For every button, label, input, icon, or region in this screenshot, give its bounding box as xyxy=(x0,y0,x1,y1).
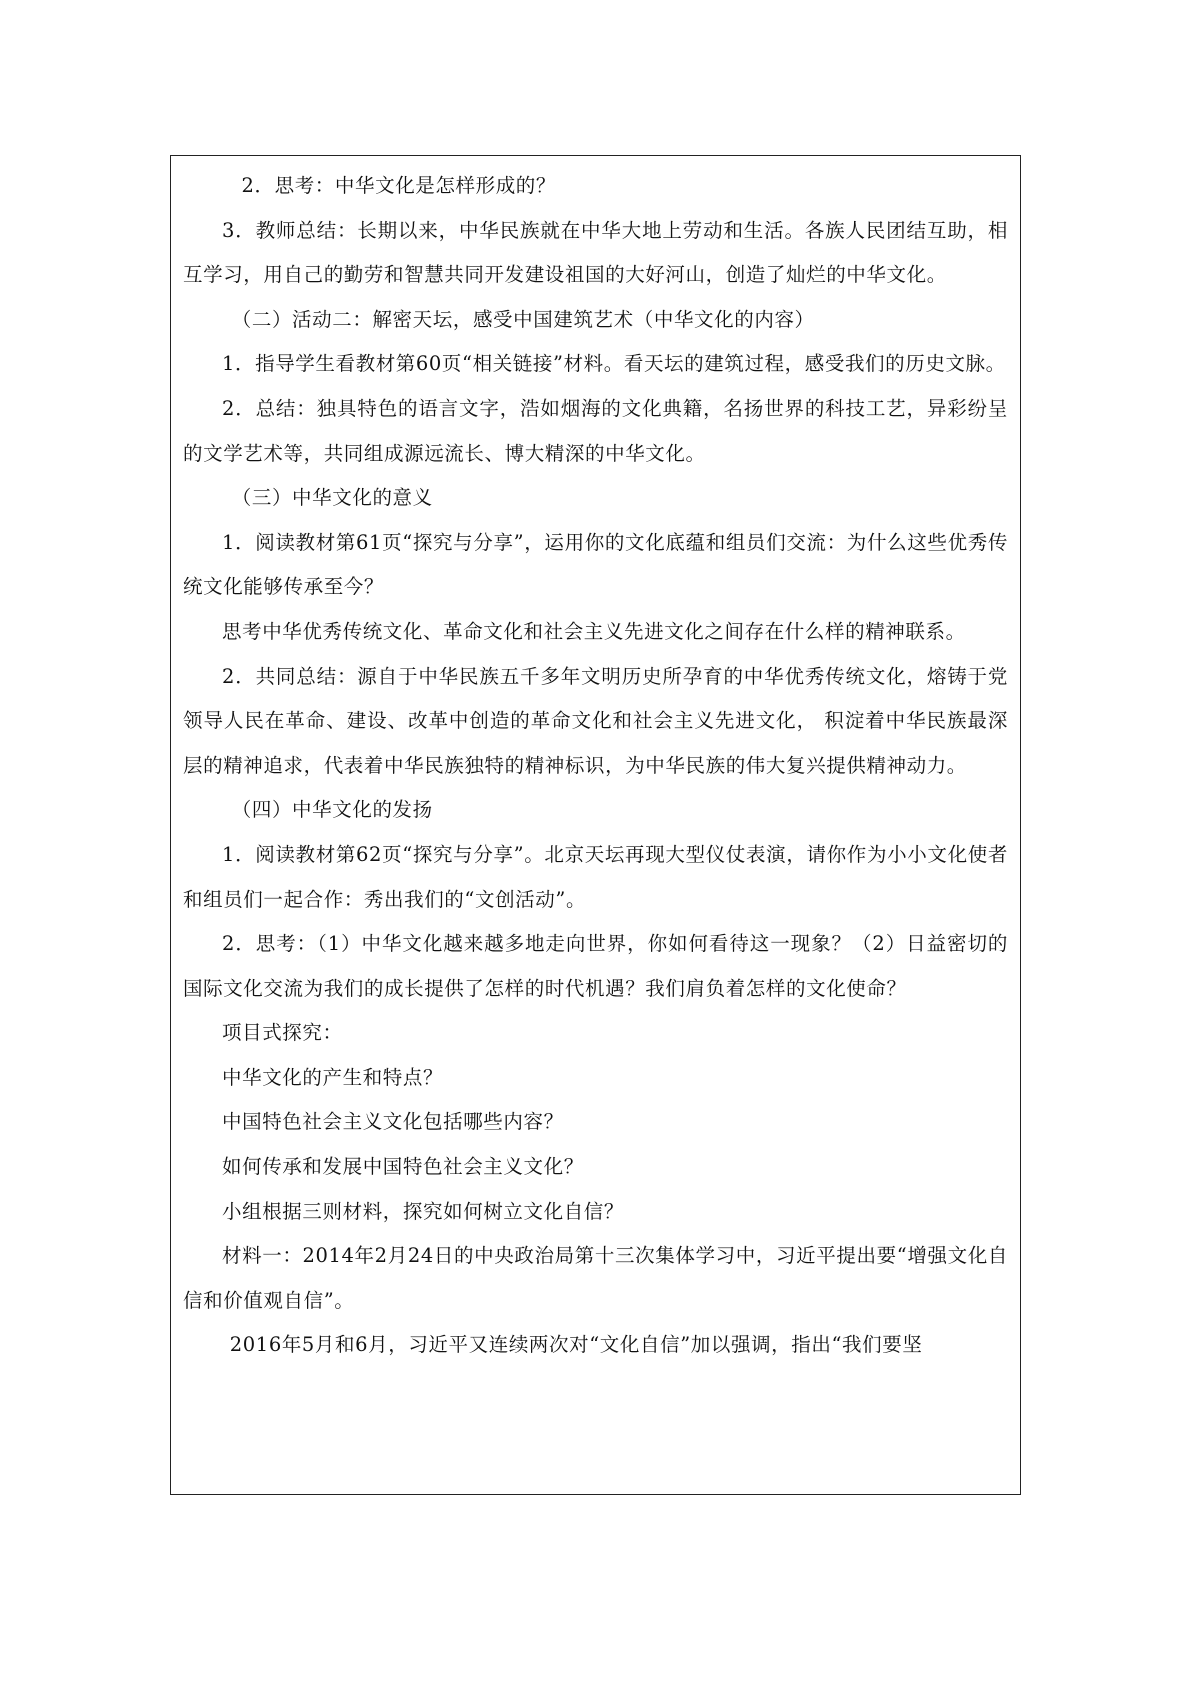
paragraph-teacher-summary: 3．教师总结：长期以来，中华民族就在中华大地上劳动和生活。各族人民团结互助，相互学习，用自己的勤劳和智慧共同开发建设祖国的大好河山，创造了灿烂的中华文化。 xyxy=(183,218,1008,287)
lesson-table-cell xyxy=(170,155,1021,1495)
paragraph-read-textbook-61: 1．阅读教材第61页“探究与分享”，运用你的文化底蕴和组员们交流：为什么这些优秀传统文化能够传承至今？ xyxy=(183,530,1008,599)
question-origin-features: 中华文化的产生和特点？ xyxy=(222,1065,444,1089)
question-inherit-develop: 如何传承和发展中国特色社会主义文化？ xyxy=(222,1155,584,1179)
paragraph-read-textbook-62: 1．阅读教材第62页“探究与分享”。北京天坛再现大型仪仗表演，请你作为小小文化使者和组员们一起合作：秀出我们的“文创活动”。 xyxy=(183,842,1008,911)
paragraph-think-formation: 2．思考：中华文化是怎样形成的？ xyxy=(241,174,557,197)
paragraph-think-questions: 2．思考：（1）中华文化越来越多地走向世界，你如何看待这一现象？（2）日益密切的国际文化交流为我们的成长提供了怎样的时代机遇？我们肩负着怎样的文化使命？ xyxy=(183,932,1008,1000)
lesson-content xyxy=(183,164,1008,1368)
section-heading-activity-two: （二）活动二：解密天坛，感受中国建筑艺术（中华文化的内容） xyxy=(231,307,815,331)
paragraph-material-one: 材料一：2014年2月24日的中央政治局第十三次集体学习中，习近平提出要“增强文化自信和价值观自信”。 xyxy=(183,1244,1008,1312)
paragraph-group-inquiry: 小组根据三则材料，探究如何树立文化自信？ xyxy=(222,1199,625,1223)
section-heading-significance: （三）中华文化的意义 xyxy=(231,486,433,510)
section-heading-promotion: （四）中华文化的发扬 xyxy=(231,798,433,822)
paragraph-think-connection: 思考中华优秀传统文化、革命文化和社会主义先进文化之间存在什么样的精神联系。 xyxy=(222,619,966,643)
paragraph-summary-content: 2．总结：独具特色的语言文字，浩如烟海的文化典籍，名扬世界的科技工艺，异彩纷呈的文学艺术等，共同组成源远流长、博大精深的中华文化。 xyxy=(183,396,1008,465)
paragraph-2016-emphasis: 2016年5月和6月，习近平又连续两次对“文化自信”加以强调，指出“我们要坚 xyxy=(229,1333,923,1357)
paragraph-joint-summary: 2．共同总结：源自于中华民族五千多年文明历史所孕育的中华优秀传统文化，熔铸于党领导人民在革命、建设、改革中创造的革命文化和社会主义先进文化， 积淀着中华民族最深层的精神追求，代表着中华民族独特的精神标识，为中华民族的伟大复兴提供精神动力。 xyxy=(183,664,1008,777)
question-socialist-culture-content: 中国特色社会主义文化包括哪些内容？ xyxy=(222,1110,564,1134)
paragraph-guide-textbook-60: 1．指导学生看教材第60页“相关链接”材料。看天坛的建筑过程，感受我们的历史文脉。 xyxy=(222,352,1006,376)
paragraph-project-inquiry: 项目式探究： xyxy=(222,1021,343,1045)
